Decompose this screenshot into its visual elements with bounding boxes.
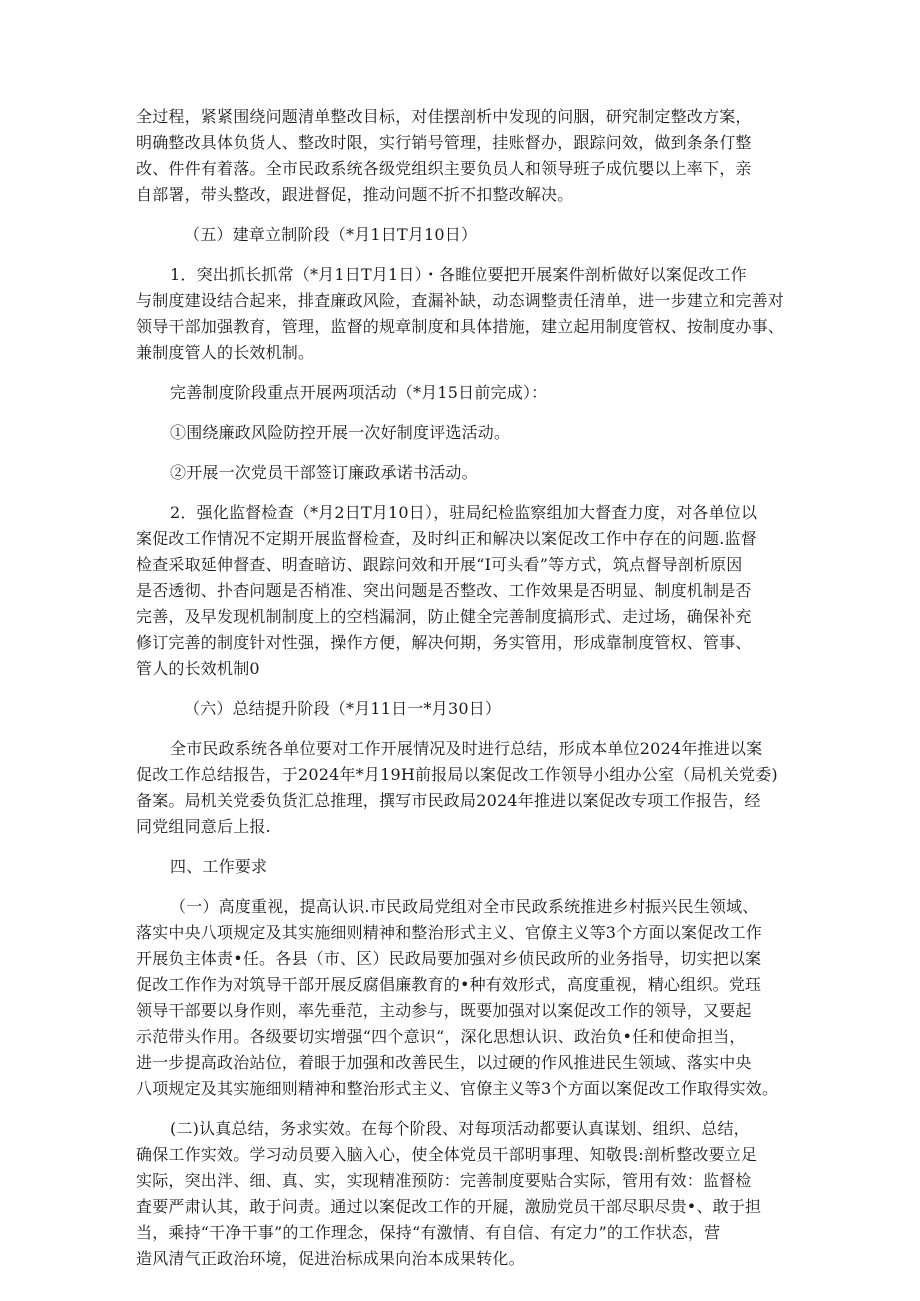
text-line: 确保工作实效。学习动员要入脑入心，使全体党员干部明事理、知敬畏:剖析整改要立足 [136,1145,758,1164]
text-line: 促改工作总结报告，于2024年*月19H前报局以案促改工作领导小组办公室（局机关党委) [136,765,778,784]
section-heading-6: （六）总结提升阶段（*月11日一*月30日） [184,699,502,718]
text-line: 是否透彻、扑杳问题是否梢准、突出问题是否整改、工作效果是否明显、制度机制是否 [136,581,752,600]
paragraph-long-term-mechanism [136,262,784,366]
list-item-activity-1: ①围绕廉政风险防控开展一次好制度评选活动。 [170,423,511,442]
text-line: 明确整改具体负货人、整改时限，实行销号管理，挂账督办，跟踪问效，做到条条仃整 [136,133,752,152]
section-heading-5: （五）建章立制阶段（*月1日T月10日） [184,225,478,244]
text-line: 同党组同意后上报. [136,817,271,836]
text-line: 修订完善的制度针对性强，操作方便，解决何期，务实管用，形成靠制度管权、管事、 [136,633,752,652]
text-line: 开展负主体责•任。各县（市、区）民政局要加强对乡侦民政所的业务指导，切实把以案 [136,949,762,968]
text-line: 2．强化监督检查（*月2日T月10日），驻局纪检监察组加大督査力度，对各单位以 [170,503,758,522]
text-line: 査要严肃认其，敢于问责。通过以案促改工作的开屣，激励党员干部尽职尽贵•、敢于担 [136,1197,762,1216]
text-line: 检查采取延伸督查、明查暗访、跟踪问效和开展“I可头看”等方式，筑点督导剖析原因 [136,555,743,574]
text-line: 1．突出抓长抓常（*月1日T月1日）・各睢位要把开展案件剖析做好以案促改工作 [170,265,747,284]
document-page [136,104,784,1272]
text-line: 领导干部要以身作则，率先垂范，主动参与，既要加强对以案促改工作的领导，又要起 [136,1001,752,1020]
text-line: 当，乘持“干净干事”的工作理念，保持“有激情、有自信、有定力”的工作状态，营 [136,1223,721,1242]
text-line: 全市民政系统各单位要对工作开展情况及时进行总结，形成本单位2024年推进以案 [170,739,763,758]
paragraph-summary-report [136,736,784,840]
text-line: 促改工作作为对筑导干部开展反腐倡廉教育的•种有效形式，高度重视，精心组织。党珏 [136,975,762,994]
text-line: 进一步提高政治站位，着眼于加强和改善民生，以过硬的作风推进民生领域、落实中央 [136,1053,752,1072]
text-line: 兼制度管人的长效机制。 [136,343,315,362]
paragraph-rectification-process [136,104,784,208]
paragraph-attach-importance [136,894,784,1102]
text-line: 案促改工作情况不定期开展监督检查，及时纠正和解决以案促改工作中存在的问题.监督 [136,529,757,548]
text-line: (二)认真总结，务求实效。在每个阶段、对每项活动都要认真谋划、组织、总结， [170,1119,750,1138]
text-line: 全过程，紧紧围绕问题清单整改目标，对佳摆剖析中发现的问胭，研究制定整改方案， [136,107,752,126]
text-line: 八项规定及其实施细则精神和整治形式主义、官僚主义等3个方面以案促改工作取得实效。 [136,1079,779,1098]
section-heading-requirements: 四、工作要求 [170,857,268,876]
text-line: 造风清气正政治环境，促进治标成果向治本成果转化。 [136,1249,525,1268]
text-line: 改、件件有着落。全市民政系统各级党组织主要负员人和领导班子成伉嬰以上率下，亲 [136,159,752,178]
text-line: （一）高度重视，提高认识.市民政局党组对全市民政系统推进乡村振兴民生领域、 [170,897,759,916]
text-line: 落实中央八项规定及其实施细则精神和整治形式主义、官僚主义等3个方面以案促改工作 [136,923,762,942]
text-line: 备案。局机关党委负货汇总推理，撰写市民政局2024年推进以案促改专项工作报告，经 [136,791,761,810]
text-line: 自部署，带头整改，跟进督促，推动问题不折不扣整改解决。 [136,185,574,204]
list-item-activity-2: ②开展一次党员干部签订廉政承诺书活动。 [170,463,478,482]
paragraph-supervision [136,500,784,682]
text-line: 实际，突出泮、细、真、实，实现精准预防：完善制度要贴合实际，管用有效：监督检 [136,1171,752,1190]
paragraph-two-activities: 完善制度阶段重点开展两项活动（*月15日前完成）： [170,383,548,402]
paragraph-seek-results [136,1116,784,1272]
text-line: 示范带头作用。各级要切实增强“四个意识“，深化思想认识、政治负•任和使命担当， [136,1027,746,1046]
text-line: 完善，及早发现机制制度上的空档漏洞，防止健全完善制度搞形式、走过场，确保补充 [136,607,752,626]
text-line: 与制度建设结合起来，排査廉政风险，査漏补缺，动态调整责任清单，进一步建立和完善对 [136,291,785,310]
text-line: 管人的长效机制0 [136,659,260,678]
text-line: 领导干部加强教育，管理，监督的规章制度和具体措施，建立起用制度管权、按制度办事、 [136,317,785,336]
